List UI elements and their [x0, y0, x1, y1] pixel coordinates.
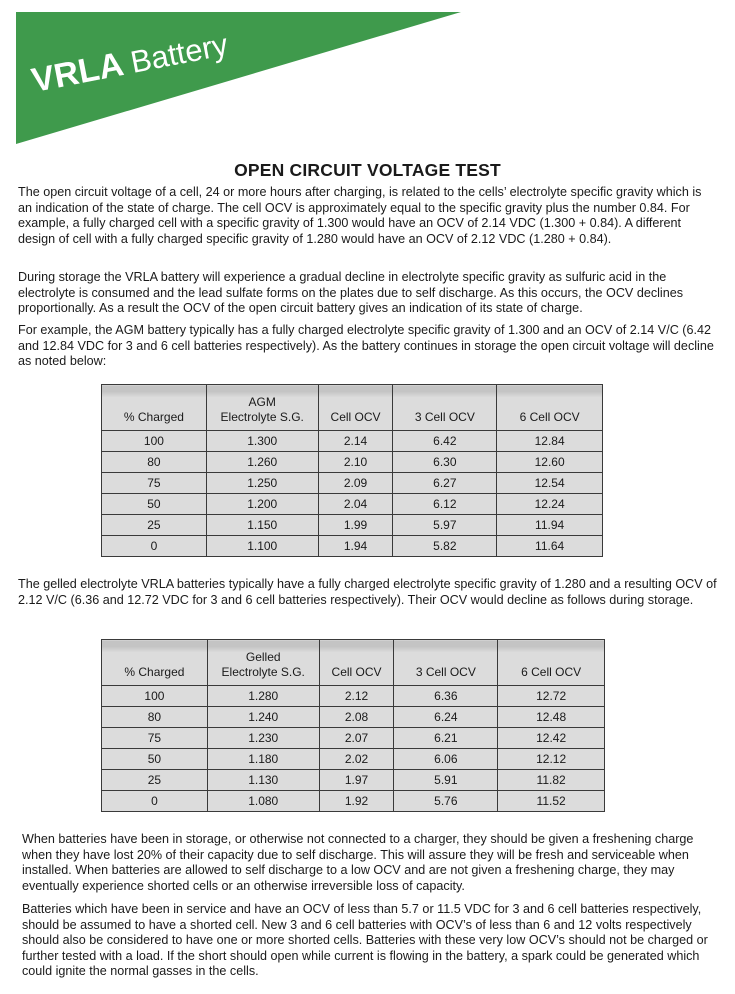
- table-cell: 12.72: [498, 686, 605, 707]
- table-cell: 1.260: [206, 452, 318, 473]
- table-row: [102, 515, 603, 536]
- table-cell: 1.92: [319, 791, 394, 812]
- table-cell: 11.82: [498, 770, 605, 791]
- table-cell: 75: [102, 728, 208, 749]
- table-cell: 2.08: [319, 707, 394, 728]
- table-row: [102, 494, 603, 515]
- table-cell: 12.54: [497, 473, 603, 494]
- header-6-cell-ocv: 6 Cell OCV: [498, 640, 605, 686]
- table-cell: 1.100: [206, 536, 318, 557]
- table-cell: 1.150: [206, 515, 318, 536]
- table-row: [102, 707, 605, 728]
- table-cell: 1.200: [206, 494, 318, 515]
- paragraph-shorted-cells: Batteries which have been in service and have an OCV of less than 5.7 or 11.5 VDC for 3 and 6 cell batteries respectively, should be assumed to have a shorted cell. New 3 and 6 cell batteries with OCV’s of less than 6 and 12 volts respectively should also be considered to have one or more shorted cells. Batteries with these very low OCV’s should not be charged or further tested with a load. If the short should open while current is flowing in the battery, a spark could be generated which could ignite the normal gasses in the cells.: [22, 902, 708, 979]
- table-row: [102, 431, 603, 452]
- table-cell: 5.91: [394, 770, 498, 791]
- table-cell: 11.94: [497, 515, 603, 536]
- header-3-cell-ocv: 3 Cell OCV: [393, 385, 497, 431]
- table-cell: 0: [102, 536, 207, 557]
- banner-title-bold: VRLA: [28, 45, 127, 101]
- header-sg-label: Electrolyte S.G.: [221, 665, 305, 679]
- table-cell: 11.64: [497, 536, 603, 557]
- table-cell: 1.130: [207, 770, 319, 791]
- table-row: [102, 536, 603, 557]
- table-cell: 6.30: [393, 452, 497, 473]
- table-cell: 1.250: [206, 473, 318, 494]
- table-cell: 50: [102, 749, 208, 770]
- table-cell: 1.94: [318, 536, 393, 557]
- table-cell: 1.230: [207, 728, 319, 749]
- table-cell: 6.27: [393, 473, 497, 494]
- table-cell: 11.52: [498, 791, 605, 812]
- header-sg-type: AGM: [248, 395, 276, 409]
- table-cell: 100: [102, 686, 208, 707]
- table-cell: 25: [102, 515, 207, 536]
- table-cell: 0: [102, 791, 208, 812]
- table-cell: 1.240: [207, 707, 319, 728]
- table-cell: 12.42: [498, 728, 605, 749]
- table-cell: 2.12: [319, 686, 394, 707]
- table-cell: 1.99: [318, 515, 393, 536]
- table-cell: 80: [102, 452, 207, 473]
- table-cell: 1.300: [206, 431, 318, 452]
- table-row: [102, 473, 603, 494]
- header-percent-charged: % Charged: [102, 385, 207, 431]
- table-cell: 6.24: [394, 707, 498, 728]
- header-cell-ocv: Cell OCV: [318, 385, 393, 431]
- table-header-row: [102, 640, 605, 686]
- paragraph-gelled: The gelled electrolyte VRLA batteries typically have a fully charged electrolyte specific gravity of 1.280 and a resulting OCV of 2.12 V/C (6.36 and 12.72 VDC for 3 and 6 cell batteries respectively). Their OCV would decline as follows during storage.: [18, 577, 717, 607]
- gelled-ocv-table: [101, 639, 605, 812]
- table-cell: 5.76: [394, 791, 498, 812]
- table-cell: 6.21: [394, 728, 498, 749]
- paragraph-agm: For example, the AGM battery typically has a fully charged electrolyte specific gravity of 1.300 and an OCV of 2.14 V/C (6.42 and 12.84 VDC for 3 and 6 cell batteries respectively). As the battery continues in storage the open circuit voltage will decline as noted below:: [18, 323, 714, 369]
- table-cell: 2.14: [318, 431, 393, 452]
- paragraph-intro: The open circuit voltage of a cell, 24 or more hours after charging, is related to the cells’ electrolyte specific gravity which is an indication of the state of charge. The cell OCV is approximately equal to the specific gravity plus the number 0.84. For example, a fully charged cell with a specific gravity of 1.300 would have an OCV of 2.14 VDC (1.300 + 0.84). A different design of cell with a fully charged specific gravity of 1.280 would have an OCV of 2.12 VDC (1.280 + 0.84).: [18, 185, 702, 246]
- table-cell: 6.12: [393, 494, 497, 515]
- table-cell: 12.84: [497, 431, 603, 452]
- table-cell: 12.12: [498, 749, 605, 770]
- table-cell: 1.97: [319, 770, 394, 791]
- header-electrolyte-sg: [207, 640, 319, 686]
- table-cell: 25: [102, 770, 208, 791]
- table-cell: 1.280: [207, 686, 319, 707]
- table-row: [102, 452, 603, 473]
- header-banner: [0, 0, 735, 150]
- table-cell: 1.080: [207, 791, 319, 812]
- table-cell: 5.82: [393, 536, 497, 557]
- table-cell: 100: [102, 431, 207, 452]
- table-cell: 50: [102, 494, 207, 515]
- table-row: [102, 686, 605, 707]
- header-sg-type: Gelled: [245, 650, 281, 664]
- table-cell: 1.180: [207, 749, 319, 770]
- table-cell: 2.09: [318, 473, 393, 494]
- header-electrolyte-sg: [206, 385, 318, 431]
- table-cell: 6.36: [394, 686, 498, 707]
- agm-ocv-table: [101, 384, 603, 557]
- page-title: OPEN CIRCUIT VOLTAGE TEST: [234, 160, 501, 180]
- paragraph-freshening: When batteries have been in storage, or otherwise not connected to a charger, they should be given a freshening charge when they have lost 20% of their capacity due to self discharge. This will assure they will be fresh and serviceable when installed. When batteries are allowed to self discharge to a low OCV and are not given a freshening charge, they may eventually experience shorted cells or an otherwise irreversible loss of capacity.: [22, 832, 694, 893]
- table-cell: 12.24: [497, 494, 603, 515]
- table-cell: 6.42: [393, 431, 497, 452]
- table-cell: 2.02: [319, 749, 394, 770]
- table-cell: 12.60: [497, 452, 603, 473]
- table-cell: 5.97: [393, 515, 497, 536]
- header-cell-ocv: Cell OCV: [319, 640, 394, 686]
- table-cell: 12.48: [498, 707, 605, 728]
- table-cell: 80: [102, 707, 208, 728]
- table-cell: 2.04: [318, 494, 393, 515]
- table-row: [102, 728, 605, 749]
- table-cell: 2.07: [319, 728, 394, 749]
- table-row: [102, 749, 605, 770]
- banner-title-light: Battery: [127, 26, 231, 80]
- paragraph-storage: During storage the VRLA battery will experience a gradual decline in electrolyte specific gravity as sulfuric acid in the electrolyte is consumed and the lead sulfate forms on the plates due to self discharge. As this occurs, the OCV declines proportionally. As a result the OCV of the open circuit battery gives an indication of its state of charge.: [18, 270, 684, 316]
- table-row: [102, 791, 605, 812]
- table-row: [102, 770, 605, 791]
- header-percent-charged: % Charged: [102, 640, 208, 686]
- header-3-cell-ocv: 3 Cell OCV: [394, 640, 498, 686]
- header-6-cell-ocv: 6 Cell OCV: [497, 385, 603, 431]
- table-cell: 75: [102, 473, 207, 494]
- table-header-row: [102, 385, 603, 431]
- header-sg-label: Electrolyte S.G.: [220, 410, 304, 424]
- table-cell: 6.06: [394, 749, 498, 770]
- table-cell: 2.10: [318, 452, 393, 473]
